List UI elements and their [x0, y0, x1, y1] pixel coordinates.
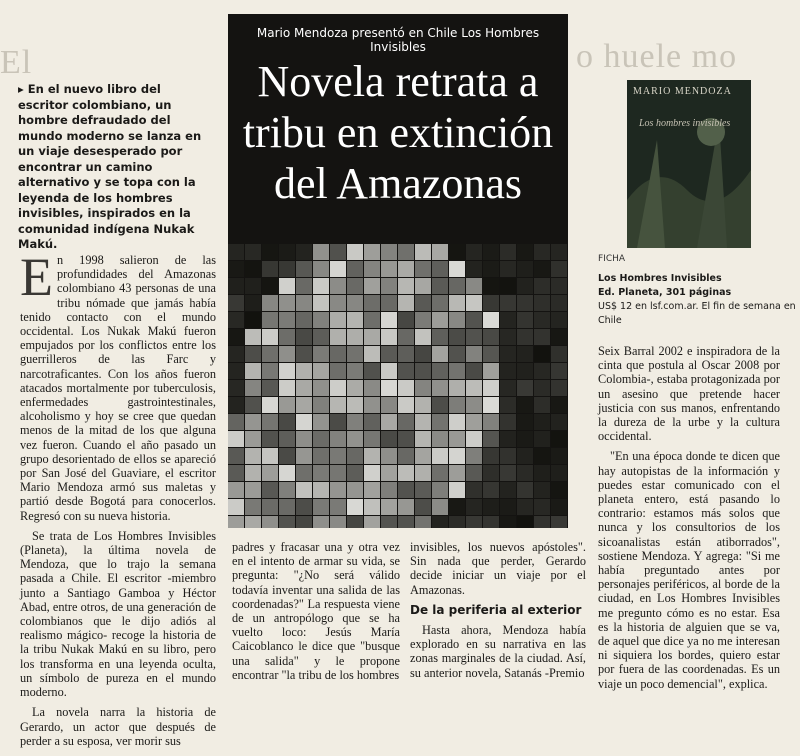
ficha-label: FICHA [598, 254, 626, 264]
column-2 [232, 540, 400, 688]
book-cover-art [627, 80, 751, 248]
paragraph: invisibles, los nuevos apóstoles". Sin nada que perder, Gerardo decide iniciar un viaje por el Amazonas. [410, 540, 586, 597]
paragraph: Seix Barral 2002 e inspiradora de la cinta que postula al Oscar 2008 por Colombia-, estaba protagonizada por un asesino que pretende hacer justicia con sus manos, enfrentando la dureza de la urbe y la cultura occidental. [598, 344, 780, 444]
article-headline: Novela retrata a tribu en extinción del Amazonas [242, 57, 554, 208]
book-info-box [598, 252, 798, 328]
ficha-title: Los Hombres Invisibles [598, 273, 722, 284]
paragraph: En 1998 salieron de las profundidades del Amazonas colombiano 43 personas de una tribu nómade que jamás había tenido contacto con el mundo occidental. Los Nukak Makú fueron empujados por los conflictos entre los guerrilleros de las Farc y narcotraficantes. Con los años fueron atacados mortalmente por tuberculosis, enfermedades gastrointestinales, alcoholismo y hoy se cree que quedan menos de la mitad de los que alguna vez fueron. Cuando el año pasado un grupo desorientado de ellos se apareció por San José del Guaviare, el escritor Mario Mendoza armó sus maletas y partió desde Bogotá para conocerlos. Regresó con su nueva historia. [20, 247, 216, 523]
book-cover-title: Los hombres invisibles [639, 118, 731, 129]
section-subhead: De la periferia al exterior [410, 602, 582, 617]
column-4 [598, 344, 780, 697]
lead-text: En el nuevo libro del escritor colombiano, un hombre defraudado del mundo moderno se lanza en un viaje desesperado por encontrar un camino alternativo y se topa con la leyenda de los hombres invisibles, inspirados en la comunidad indígena Nukak Makú. [18, 82, 202, 251]
paragraph: Hasta ahora, Mendoza había explorado en su narrativa en las zonas marginales de la ciudad. Así, su anterior novela, Satanás -Premio [410, 623, 586, 680]
photo-kicker: Mario Mendoza presentó en Chile Los Hombres Invisibles [256, 26, 540, 54]
paragraph: padres y fracasar una y otra vez en el intento de armar su vida, se pregunta: "¿No será válido todavía inventar una salida de las coordenadas?" La respuesta viene de un antropólogo que se ha vuelto loco: Jesús María Caicoblanco le dice que "busque una salida" y le propone encontrar "la tribu de los hombres [232, 540, 400, 682]
bleed-text-left: El [0, 44, 33, 81]
book-cover-author: MARIO MENDOZA [633, 86, 732, 97]
book-cover-image [627, 80, 751, 248]
lead-summary [18, 82, 208, 253]
triangle-bullet-icon: ▸ [18, 82, 28, 96]
ficha-price: US$ 12 en lsf.com.ar. El fin de semana en Chile [598, 301, 796, 326]
column-3 [410, 540, 586, 686]
paragraph: La novela narra la historia de Gerardo, un actor que después de perder a su esposa, ver morir sus [20, 705, 216, 748]
drop-cap: E [20, 247, 53, 307]
bleed-text-right: o huele mo [576, 38, 738, 75]
paragraph: Se trata de Los Hombres Invisibles (Planeta), la última novela de Mendoza, que lo trajo la semana pasada a Chile. El escritor -miembro junto a Santiago Gamboa y Héctor Abad, entre otros, de una generación de colombianos que le dijo adiós al realismo mágico- recoge la historia de la tribu Nukak Makú en su libro, pero los transforma en una leyenda oculta, un símbolo de pureza en el mundo moderno. [20, 528, 216, 700]
ficha-publisher: Ed. Planeta, 301 páginas [598, 287, 732, 298]
author-photo [228, 14, 568, 528]
paragraph: "En una época donde te dicen que hay autopistas de la información y puedes estar comunicado con el planeta entero, está pasando lo contrario: estamos más solos que nunca y los consultorios de los sicoanalistas están atiborrados", sostiene Mendoza. Y agrega: "Si me había preguntado antes por personajes periféricos, al borde de la ciudad, en Los Hombres Invisibles me pregunto cómo es no estar. Esa es la historia de alguien que se va, de aquel que dice ya no me interesan ni siquiera los bordes, quiero estar por fuera de las coordenadas. Es un viaje un poco demencial", explica. [598, 449, 780, 691]
column-1 [20, 247, 216, 754]
